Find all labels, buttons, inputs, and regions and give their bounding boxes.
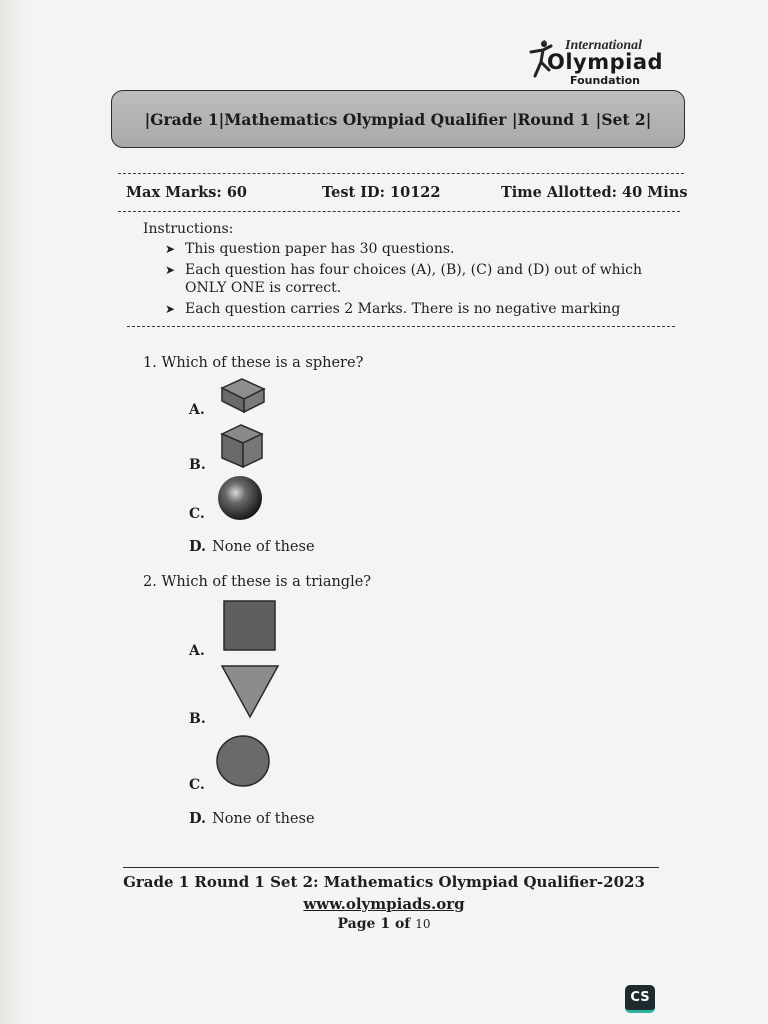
page-number: Page 1 of 10 [337,916,431,932]
q1-option-a-label: A. [189,402,205,418]
footer-rule [123,867,659,868]
olympiad-foundation-logo [527,38,672,88]
circle-icon [215,734,271,788]
divider-top [118,173,684,174]
instruction-item: ➤ Each question has four choices (A), (B), (C) and (D) out of which [165,262,643,278]
divider-instructions [127,326,675,327]
test-id: Test ID: 10122 [322,184,441,201]
page-edge-shadow [0,0,28,1024]
exam-title: |Grade 1|Mathematics Olympiad Qualifier |Round 1 |Set 2| [144,109,652,129]
square-icon [223,600,277,652]
camscanner-badge-icon: CS [625,985,655,1013]
footer-title: Grade 1 Round 1 Set 2: Mathematics Olympiad Qualifier-2023 [123,873,645,891]
instruction-item: ➤ This question paper has 30 questions. [165,241,455,257]
instruction-item-continued: ONLY ONE is correct. [185,280,342,296]
cuboid-icon [219,377,267,415]
question-1: 1. Which of these is a sphere? [143,355,364,371]
q1-option-d: D. None of these [189,538,315,555]
q2-option-c-label: C. [189,777,205,793]
q2-option-d: D. None of these [189,810,315,827]
cube-icon [219,422,265,470]
arrow-bullet-icon: ➤ [165,242,176,256]
exam-title-banner [111,90,685,148]
arrow-bullet-icon: ➤ [165,302,176,316]
instruction-item: ➤ Each question carries 2 Marks. There is no negative marking [165,301,621,317]
q2-option-a-label: A. [189,643,205,659]
logo-line-international: International [565,38,643,53]
q1-option-b-label: B. [189,457,206,473]
divider-meta [118,211,680,212]
footer-website-link[interactable]: www.olympiads.org [303,895,465,913]
instructions-title: Instructions: [143,221,234,237]
q1-option-c-label: C. [189,506,205,522]
question-2: 2. Which of these is a triangle? [143,574,372,590]
sphere-icon [216,474,264,522]
triangle-icon [220,664,280,720]
q2-option-b-label: B. [189,711,206,727]
max-marks: Max Marks: 60 [126,184,248,201]
logo-line-foundation: Foundation [570,74,641,87]
logo-line-olympiad: Olympiad [547,50,664,74]
time-allotted: Time Allotted: 40 Mins [501,184,688,201]
arrow-bullet-icon: ➤ [165,263,176,277]
